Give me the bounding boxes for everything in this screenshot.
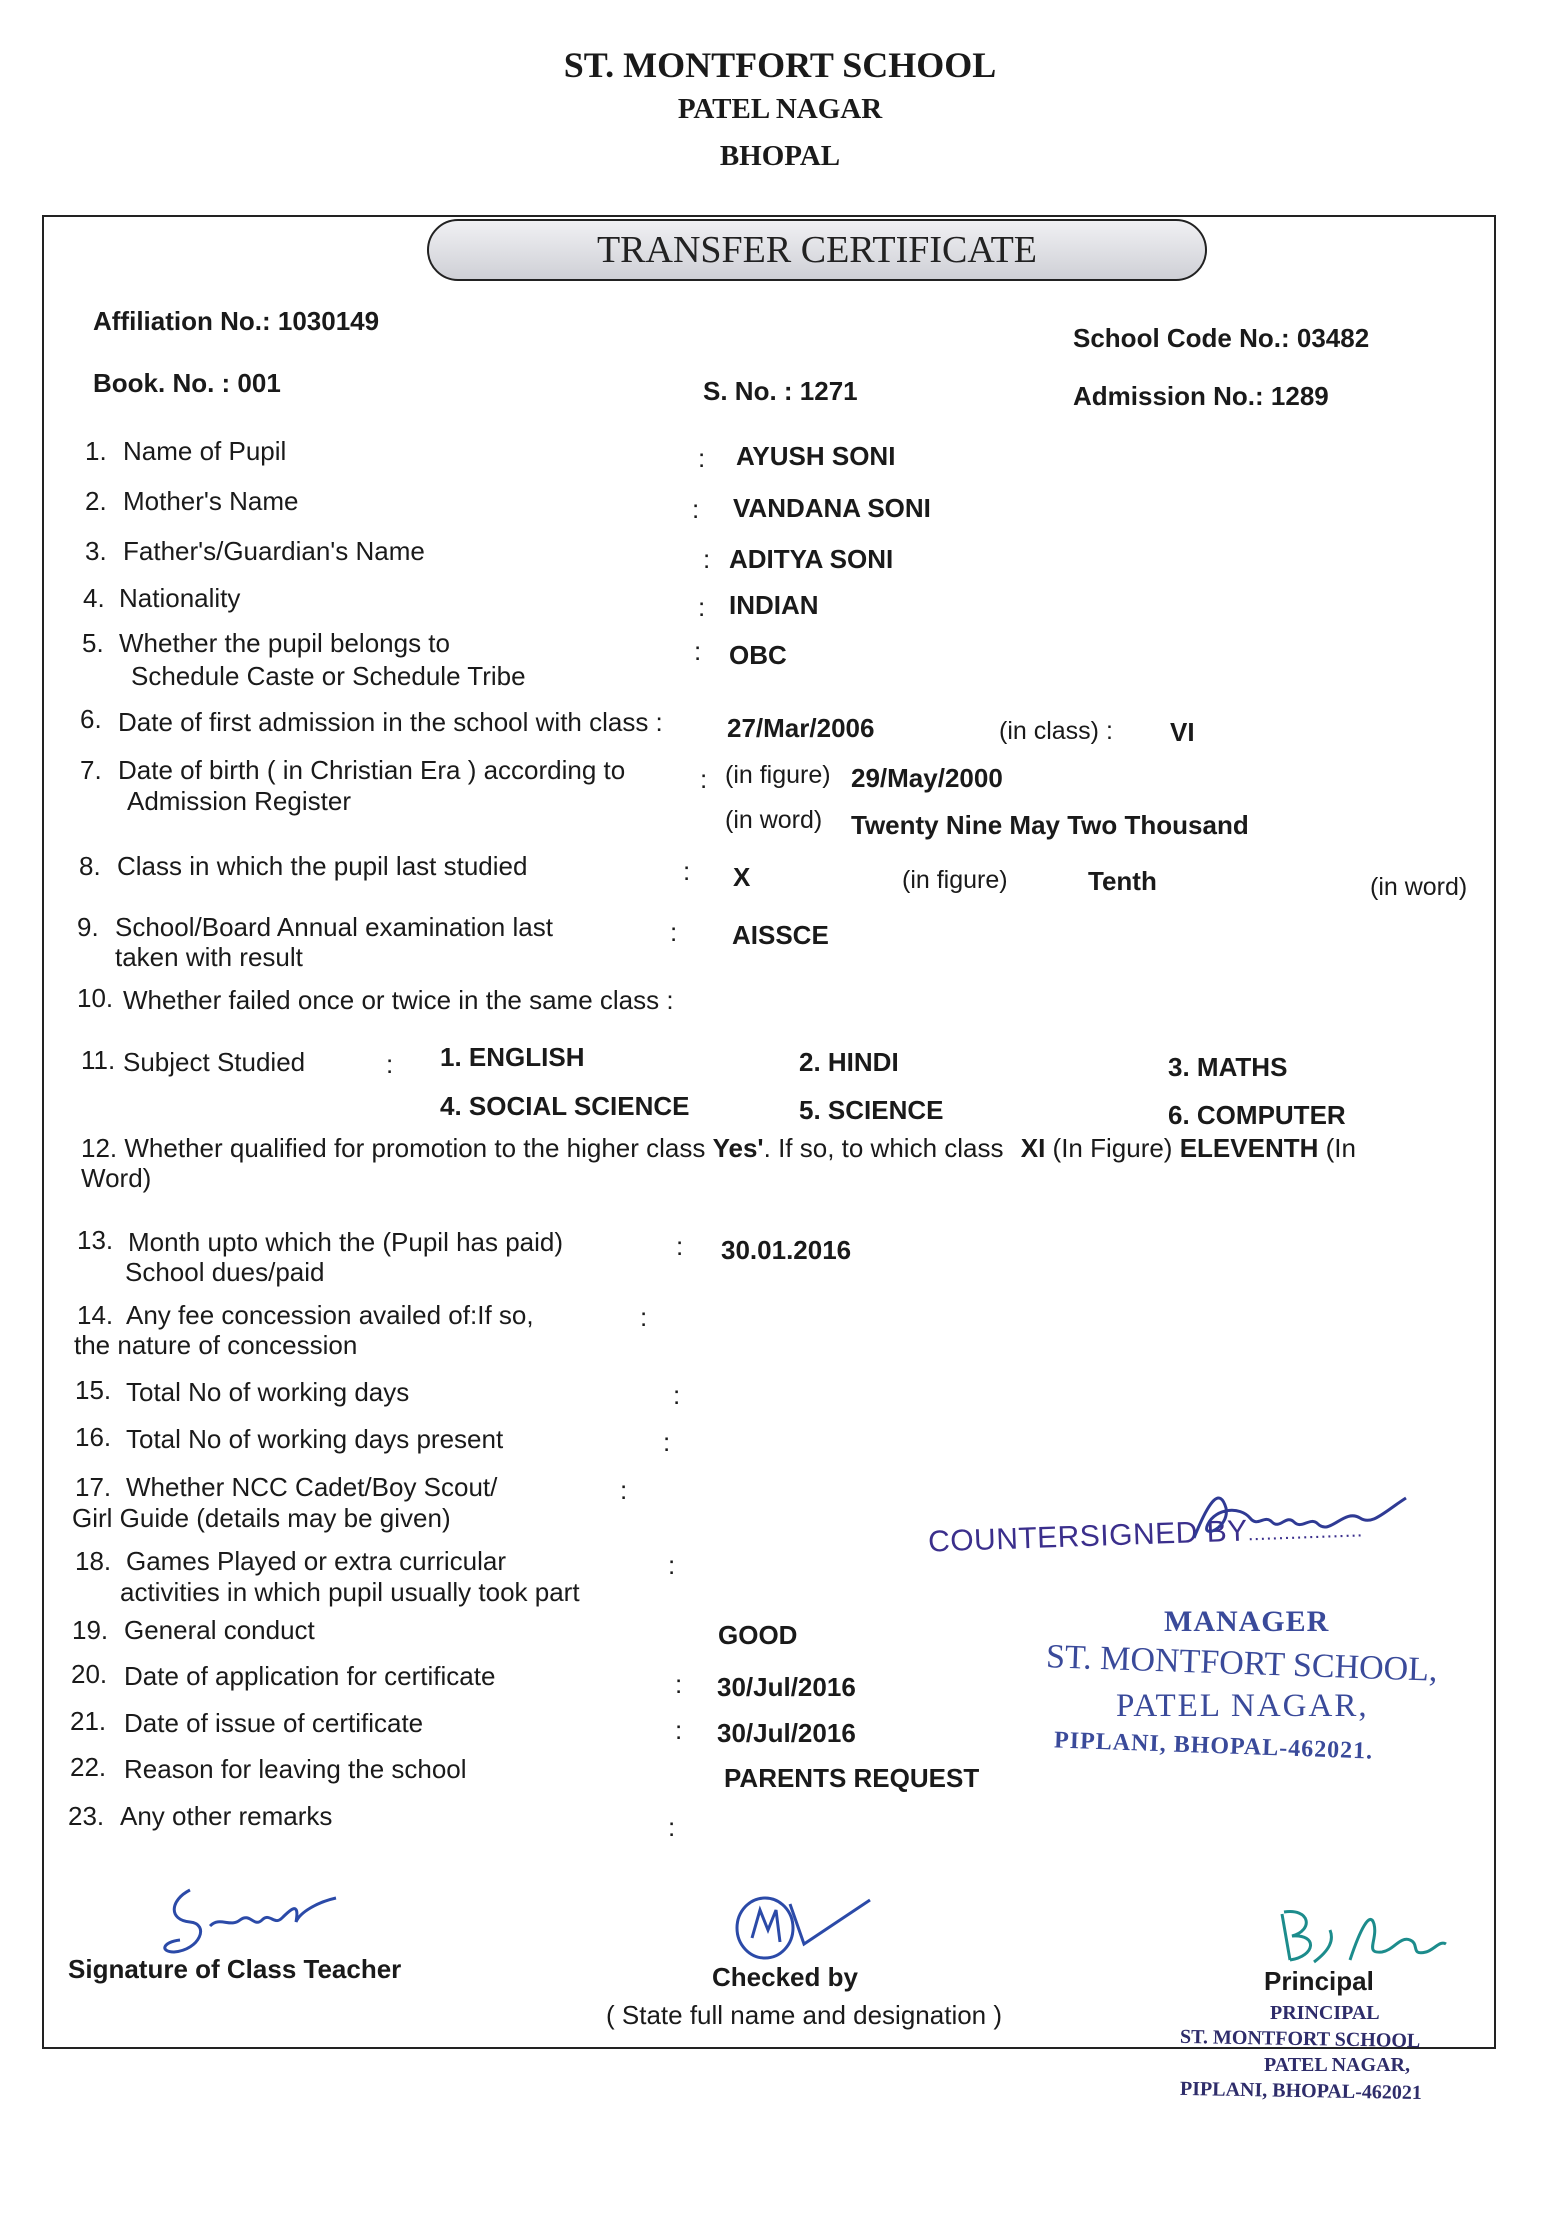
item-label: Class in which the pupil last studied xyxy=(117,851,528,881)
item-label: General conduct xyxy=(124,1615,315,1645)
school-code: School Code No.: 03482 xyxy=(1073,323,1370,353)
father-name: ADITYA SONI xyxy=(729,544,894,574)
item-label: Date of application for certificate xyxy=(124,1661,496,1691)
item-colon: : xyxy=(668,1812,676,1842)
item-number: 8. xyxy=(79,851,101,881)
item-number: 9. xyxy=(77,912,99,942)
principal-label: Principal xyxy=(1264,1966,1374,1996)
in-figure-label: (in figure) xyxy=(902,866,1008,894)
item-colon: : xyxy=(620,1475,628,1505)
item-colon: : xyxy=(663,1427,671,1457)
item-number: 18. xyxy=(75,1546,112,1576)
item-label-cont: . If so, to which class xyxy=(763,1133,1004,1163)
item-number: 16. xyxy=(75,1422,112,1452)
item-label: Nationality xyxy=(119,583,241,613)
item-number: 20. xyxy=(71,1659,108,1689)
item-colon: : xyxy=(676,1231,684,1261)
subject-item: 1. ENGLISH xyxy=(440,1042,585,1072)
item-number: 5. xyxy=(82,628,104,658)
class-teacher-signature xyxy=(150,1870,350,1960)
item-colon: : xyxy=(386,1049,394,1079)
manager-signature xyxy=(1180,1478,1420,1558)
item-colon: : xyxy=(694,636,702,666)
application-date: 30/Jul/2016 xyxy=(717,1672,856,1702)
item-number: 7. xyxy=(80,755,102,785)
checker-signature xyxy=(720,1890,900,1970)
subject-item: 5. SCIENCE xyxy=(799,1095,944,1125)
item-number: 22. xyxy=(70,1752,107,1782)
first-admission-date: 27/Mar/2006 xyxy=(727,713,875,743)
general-conduct: GOOD xyxy=(718,1620,798,1650)
item-label: Date of birth ( in Christian Era ) according to xyxy=(118,755,626,785)
item-label: Whether failed once or twice in the same class : xyxy=(123,985,674,1015)
item-label-cont: the nature of concession xyxy=(74,1330,358,1360)
nationality: INDIAN xyxy=(729,590,819,620)
countersigned-dots: ................... xyxy=(1247,1519,1364,1546)
item-label: Month upto which the (Pupil has paid) xyxy=(128,1227,564,1257)
in-word-label-cont: Word) xyxy=(81,1163,152,1193)
principal-stamp-address: PIPLANI, BHOPAL-462021 xyxy=(1179,2077,1423,2105)
item-number: 13. xyxy=(77,1225,114,1255)
pupil-name: AYUSH SONI xyxy=(736,441,896,471)
item-colon: : xyxy=(640,1302,648,1332)
item-label: Subject Studied xyxy=(123,1047,306,1077)
subject-item: 4. SOCIAL SCIENCE xyxy=(440,1091,690,1121)
school-area: PATEL NAGAR xyxy=(677,93,883,125)
mother-name: VANDANA SONI xyxy=(733,493,931,523)
item-label: Date of issue of certificate xyxy=(124,1708,424,1738)
item-12-line xyxy=(81,1133,1356,1164)
in-class-label: (in class) : xyxy=(999,717,1113,745)
item-colon: : xyxy=(698,592,706,622)
admission-no: Admission No.: 1289 xyxy=(1073,381,1329,411)
item-number: 11. xyxy=(81,1045,116,1075)
subject-item: 3. MATHS xyxy=(1168,1052,1288,1082)
item-label-cont: Schedule Caste or Schedule Tribe xyxy=(131,661,526,691)
principal-stamp-school: ST. MONTFORT SCHOOL xyxy=(1179,2025,1421,2053)
item-label: Reason for leaving the school xyxy=(124,1754,467,1784)
in-word-label: (In xyxy=(1325,1133,1356,1163)
item-label: Whether NCC Cadet/Boy Scout/ xyxy=(126,1472,498,1502)
item-number: 19. xyxy=(72,1615,109,1645)
item-label-cont: Girl Guide (details may be given) xyxy=(72,1503,451,1533)
item-label: Father's/Guardian's Name xyxy=(123,536,425,566)
leaving-reason: PARENTS REQUEST xyxy=(724,1763,980,1793)
item-number: 1. xyxy=(85,436,107,466)
item-label: Name of Pupil xyxy=(123,436,287,466)
serial-no: S. No. : 1271 xyxy=(703,376,858,406)
item-colon: : xyxy=(675,1669,683,1699)
book-no: Book. No. : 001 xyxy=(93,368,281,398)
item-number: 2. xyxy=(85,486,107,516)
subject-item: 2. HINDI xyxy=(799,1047,899,1077)
item-label-cont: activities in which pupil usually took part xyxy=(120,1577,580,1607)
last-class-figure: X xyxy=(733,862,751,892)
promotion-answer: Yes' xyxy=(712,1133,764,1163)
item-number: 17. xyxy=(75,1472,112,1502)
item-label: Any other remarks xyxy=(120,1801,333,1831)
item-number: 3. xyxy=(85,536,107,566)
item-label: Any fee concession availed of:If so, xyxy=(126,1300,534,1330)
caste-category: OBC xyxy=(729,640,787,670)
item-colon: : xyxy=(692,494,700,524)
item-label: Date of first admission in the school with class : xyxy=(118,707,663,737)
in-word-label: (in word) xyxy=(1370,873,1468,901)
item-label: Total No of working days present xyxy=(126,1424,504,1454)
item-number: 14. xyxy=(77,1300,114,1330)
item-label: Whether the pupil belongs to xyxy=(119,628,450,658)
principal-stamp-title: PRINCIPAL xyxy=(1270,2002,1380,2024)
item-number: 10. xyxy=(77,983,114,1013)
class-teacher-label: Signature of Class Teacher xyxy=(68,1954,402,1984)
promotion-class-figure: XI xyxy=(1020,1133,1046,1163)
item-number: 21. xyxy=(70,1706,107,1736)
item-label: Games Played or extra curricular xyxy=(126,1546,507,1576)
certificate-title: TRANSFER CERTIFICATE xyxy=(427,219,1207,281)
checked-by-label: Checked by xyxy=(712,1962,858,1992)
item-colon: : xyxy=(675,1715,683,1745)
item-colon: : xyxy=(670,917,678,947)
dob-word: Twenty Nine May Two Thousand xyxy=(851,810,1249,840)
item-number: 4. xyxy=(83,583,105,613)
school-city: BHOPAL xyxy=(719,140,841,172)
in-figure-label: (in figure) xyxy=(725,761,831,789)
last-exam: AISSCE xyxy=(732,920,829,950)
item-label: School/Board Annual examination last xyxy=(115,912,553,942)
in-word-label: (in word) xyxy=(725,806,823,834)
dob-figure: 29/May/2000 xyxy=(851,763,1003,793)
item-colon: : xyxy=(700,764,708,794)
item-number: 12. xyxy=(81,1133,118,1163)
manager-stamp-address: PIPLANI, BHOPAL-462021. xyxy=(1053,1727,1374,1765)
issue-date: 30/Jul/2016 xyxy=(717,1718,856,1748)
item-label: Total No of working days xyxy=(126,1377,410,1407)
item-label: Mother's Name xyxy=(123,486,299,516)
in-figure-label: (In Figure) xyxy=(1052,1133,1173,1163)
item-colon: : xyxy=(703,544,711,574)
manager-stamp-school: ST. MONTFORT SCHOOL, xyxy=(1045,1638,1439,1689)
manager-stamp-area: PATEL NAGAR, xyxy=(1116,1688,1369,1724)
item-colon: : xyxy=(668,1550,676,1580)
item-number: 6. xyxy=(80,704,102,734)
item-label: Whether qualified for promotion to the higher class xyxy=(124,1133,706,1163)
manager-stamp-title: MANAGER xyxy=(1164,1605,1330,1638)
countersigned-text: COUNTERSIGNED BY xyxy=(927,1514,1249,1559)
item-label-cont: School dues/paid xyxy=(125,1257,325,1287)
admission-class: VI xyxy=(1170,717,1195,747)
promotion-class-word: ELEVENTH xyxy=(1179,1133,1319,1163)
item-colon: : xyxy=(698,443,706,473)
item-colon: : xyxy=(673,1380,681,1410)
principal-stamp-area: PATEL NAGAR, xyxy=(1264,2054,1410,2076)
item-number: 23. xyxy=(68,1801,105,1831)
school-name: ST. MONTFORT SCHOOL xyxy=(563,45,997,85)
subject-item: 6. COMPUTER xyxy=(1168,1100,1346,1130)
item-label-cont: Admission Register xyxy=(127,786,351,816)
checked-by-note: ( State full name and designation ) xyxy=(606,2000,1003,2030)
affiliation-no: Affiliation No.: 1030149 xyxy=(93,306,380,336)
dues-paid-upto: 30.01.2016 xyxy=(721,1235,852,1265)
item-number: 15. xyxy=(75,1375,112,1405)
item-colon: : xyxy=(683,856,691,886)
last-class-word: Tenth xyxy=(1088,866,1157,896)
item-label-cont: taken with result xyxy=(115,942,303,972)
